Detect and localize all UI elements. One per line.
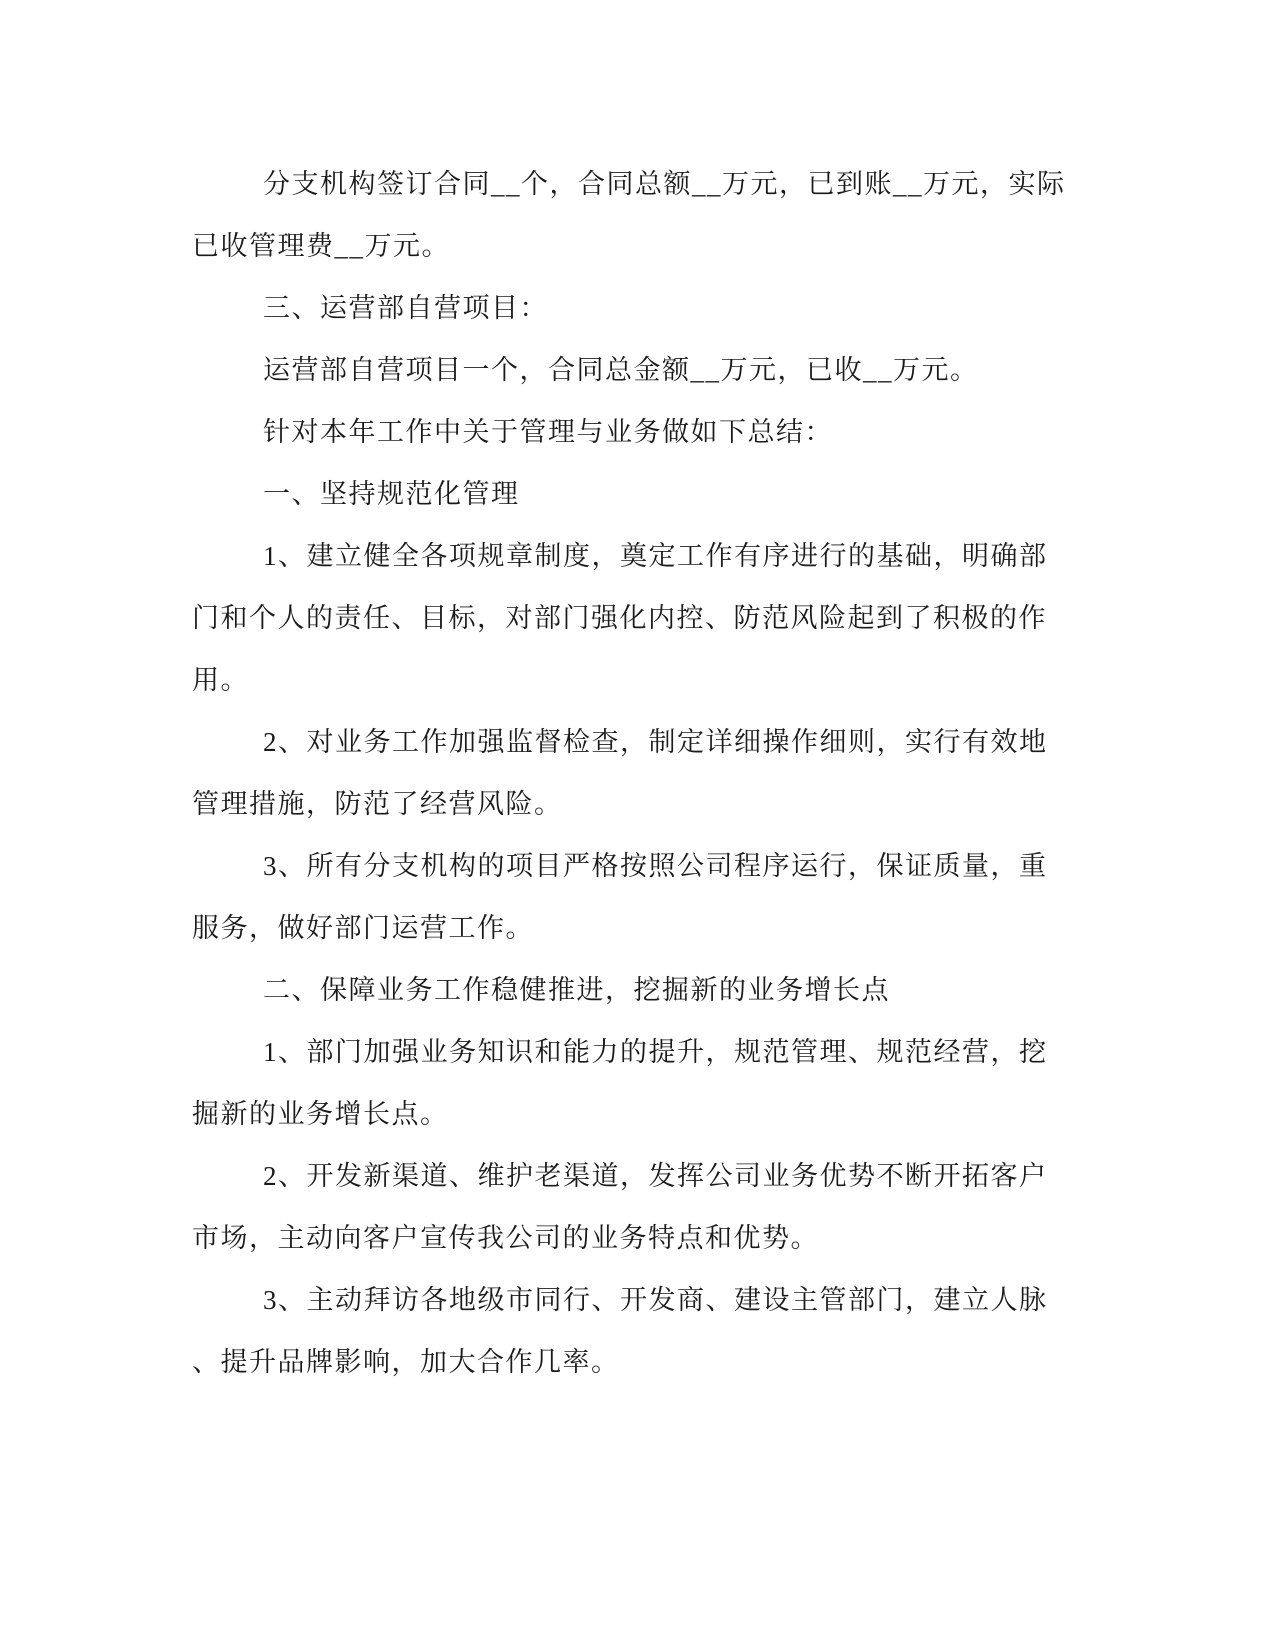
text-line-19: 3、主动拜访各地级市同行、开发商、建设主管部门，建立人脉 (263, 1285, 1048, 1315)
text-line-14: 二、保障业务工作稳健推进，挖掘新的业务增长点 (263, 975, 890, 1005)
text-line-6: 一、坚持规范化管理 (263, 479, 520, 509)
text-line-3: 三、运营部自营项目： (263, 293, 548, 323)
text-line-4: 运营部自营项目一个，合同总金额__万元，已收__万元。 (263, 355, 979, 385)
text-line-10: 2、对业务工作加强监督检查，制定详细操作细则，实行有效地 (263, 727, 1048, 757)
text-line-5: 针对本年工作中关于管理与业务做如下总结： (263, 417, 833, 447)
text-line-18: 市场，主动向客户宣传我公司的业务特点和优势。 (192, 1223, 819, 1253)
text-line-11: 管理措施，防范了经营风险。 (192, 789, 563, 819)
text-line-17: 2、开发新渠道、维护老渠道，发挥公司业务优势不断开拓客户 (263, 1161, 1048, 1191)
text-line-12: 3、所有分支机构的项目严格按照公司程序运行，保证质量，重 (263, 851, 1048, 881)
text-line-13: 服务，做好部门运营工作。 (192, 913, 534, 943)
text-line-15: 1、部门加强业务知识和能力的提升，规范管理、规范经营，挖 (263, 1037, 1048, 1067)
document-body (192, 153, 1092, 1393)
text-line-1: 分支机构签订合同__个，合同总额__万元，已到账__万元，实际 (263, 169, 1066, 199)
text-line-20: 、提升品牌影响，加大合作几率。 (192, 1347, 620, 1377)
text-line-9: 用。 (192, 665, 249, 695)
text-line-2: 已收管理费__万元。 (192, 231, 450, 261)
text-line-7: 1、建立健全各项规章制度，奠定工作有序进行的基础，明确部 (263, 541, 1048, 571)
text-line-8: 门和个人的责任、目标，对部门强化内控、防范风险起到了积极的作 (192, 603, 1047, 633)
text-line-16: 掘新的业务增长点。 (192, 1099, 449, 1129)
